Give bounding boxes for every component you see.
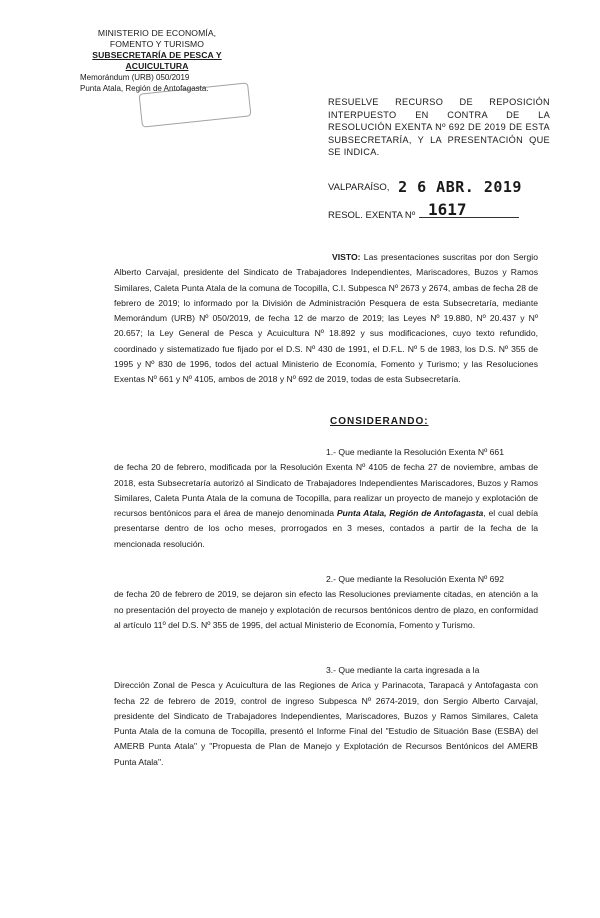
- visto-indent: [114, 252, 332, 262]
- item-1-area-name: Punta Atala, Región de Antofagasta: [336, 508, 484, 519]
- location-ref: Punta Atala, Región de Antofagasta.: [80, 84, 209, 93]
- ministry-line-1: MINISTERIO DE ECONOMÍA,: [97, 28, 217, 38]
- resolution-number: 1617: [428, 200, 467, 219]
- resuelve-heading: RESUELVE RECURSO DE REPOSICIÓN INTERPUESTO EN CONTRA DE LA RESOLUCIÓN EXENTA Nº 692 DE 2019 DE ESTA SUBSECRETARÍA, Y LA PRESENTACIÓN QUE SE INDICA.: [328, 97, 550, 157]
- visto-label: VISTO:: [332, 252, 361, 262]
- date-stamp: 2 6 ABR. 2019: [398, 178, 522, 196]
- visto-text: Las presentaciones suscritas por don Sergio Alberto Carvajal, presidente del Sindicato de Trabajadores Independientes, Mariscadores, Buzos y Ramos Similares, Caleta Punta Atala de la comuna de Tocopilla, C.I. Subpesca Nº 2673 y 2674, ambas de fecha 28 de febrero de 2019; lo informado por la División de Administración Pesquera de esta Subsecretaría, mediante Memorándum (URB) Nº 050/2019, de fecha 12 de marzo de 2019; las Leyes Nº 19.880, Nº 20.437 y Nº 20.657; la Ley General de Pesca y Acuicultura Nº 18.892 y sus modificaciones, cuyo texto refundido, coordinado y sistematizado fue fijado por el D.S. Nº 430 de 1991, el D.F.L. Nº 5 de 1983, los D.S. Nº 355 de 1995 y Nº 830 de 1996, todos del actual Ministerio de Economía, Fomento y Turismo; y las Resoluciones Exentas Nº 661 y Nº 4105, ambos de 2018 y Nº 692 de 2019, todas de esta Subsecretaría.: [114, 252, 538, 385]
- item-2-first-line: 2.- Que mediante la Resolución Exenta Nº 692: [326, 574, 504, 584]
- considerando-heading: CONSIDERANDO:: [330, 416, 429, 427]
- item-3-text: Dirección Zonal de Pesca y Acuicultura de las Regiones de Arica y Parinacota, Tarapacá y Antofagasta con fecha 22 de febrero de 2019, control de ingreso Subpesca Nº 2674-2019, don Sergio Alberto Carvajal, presidente del Sindicato de Trabajadores Independientes, Mariscadores, Buzos y Ramos Similares, Caleta Punta Atala de la comuna de Tocopilla, presentó el Informe Final del "Estudio de Situación Base (ESBA) del AMERB Punta Atala" y "Propuesta de Plan de Manejo y Explotación de Recursos Bentónicos del AMERB Punta Atala".: [114, 680, 538, 767]
- ministry-line-2: FOMENTO Y TURISMO: [109, 39, 205, 49]
- considerando-item-3: [114, 663, 538, 770]
- considerando-item-1: [114, 445, 538, 552]
- memorandum-ref: Memorándum (URB) 050/2019: [80, 73, 190, 82]
- date-row: [328, 178, 522, 196]
- item-2-text: de fecha 20 de febrero de 2019, se dejaron sin efecto las Resoluciones previamente citadas, en atención a la no presentación del proyecto de manejo y explotación de recursos bentónicos dentro de plazo, en conformidad al artículo 11º del D.S. Nº 355 de 1995, del actual Ministerio de Economía, Fomento y Turismo.: [114, 589, 538, 630]
- considerando-item-2: [114, 572, 538, 633]
- resolution-label: RESOL. EXENTA Nº: [328, 210, 416, 221]
- item-1-first-line: 1.- Que mediante la Resolución Exenta Nº 661: [326, 447, 504, 457]
- item-1-text-end: , el cual debía presentarse dentro de los ocho meses, prorrogados en 3 meses, contados a partir de la fecha de la mencionada resolución.: [114, 508, 538, 549]
- subsecretaria-title: SUBSECRETARÍA DE PESCA Y ACUICULTURA: [92, 50, 222, 71]
- date-place: VALPARAÍSO,: [328, 182, 390, 193]
- resolution-number-row: [328, 200, 519, 221]
- item-1-text: de fecha 20 de febrero, modificada por la Resolución Exenta Nº 4105 de fecha 27 de noviembre, ambas de 2018, esta Subsecretaría autorizó al Sindicato de Trabajadores Independientes Mariscadores, Buzos y Ramos Similares, Caleta Punta Atala de la comuna de Tocopilla, para realizar un proyecto de manejo y explotación de recursos bentónicos para el área de manejo denominada: [114, 462, 538, 519]
- item-3-first-line: 3.- Que mediante la carta ingresada a la: [326, 665, 480, 675]
- visto-paragraph: [114, 250, 538, 388]
